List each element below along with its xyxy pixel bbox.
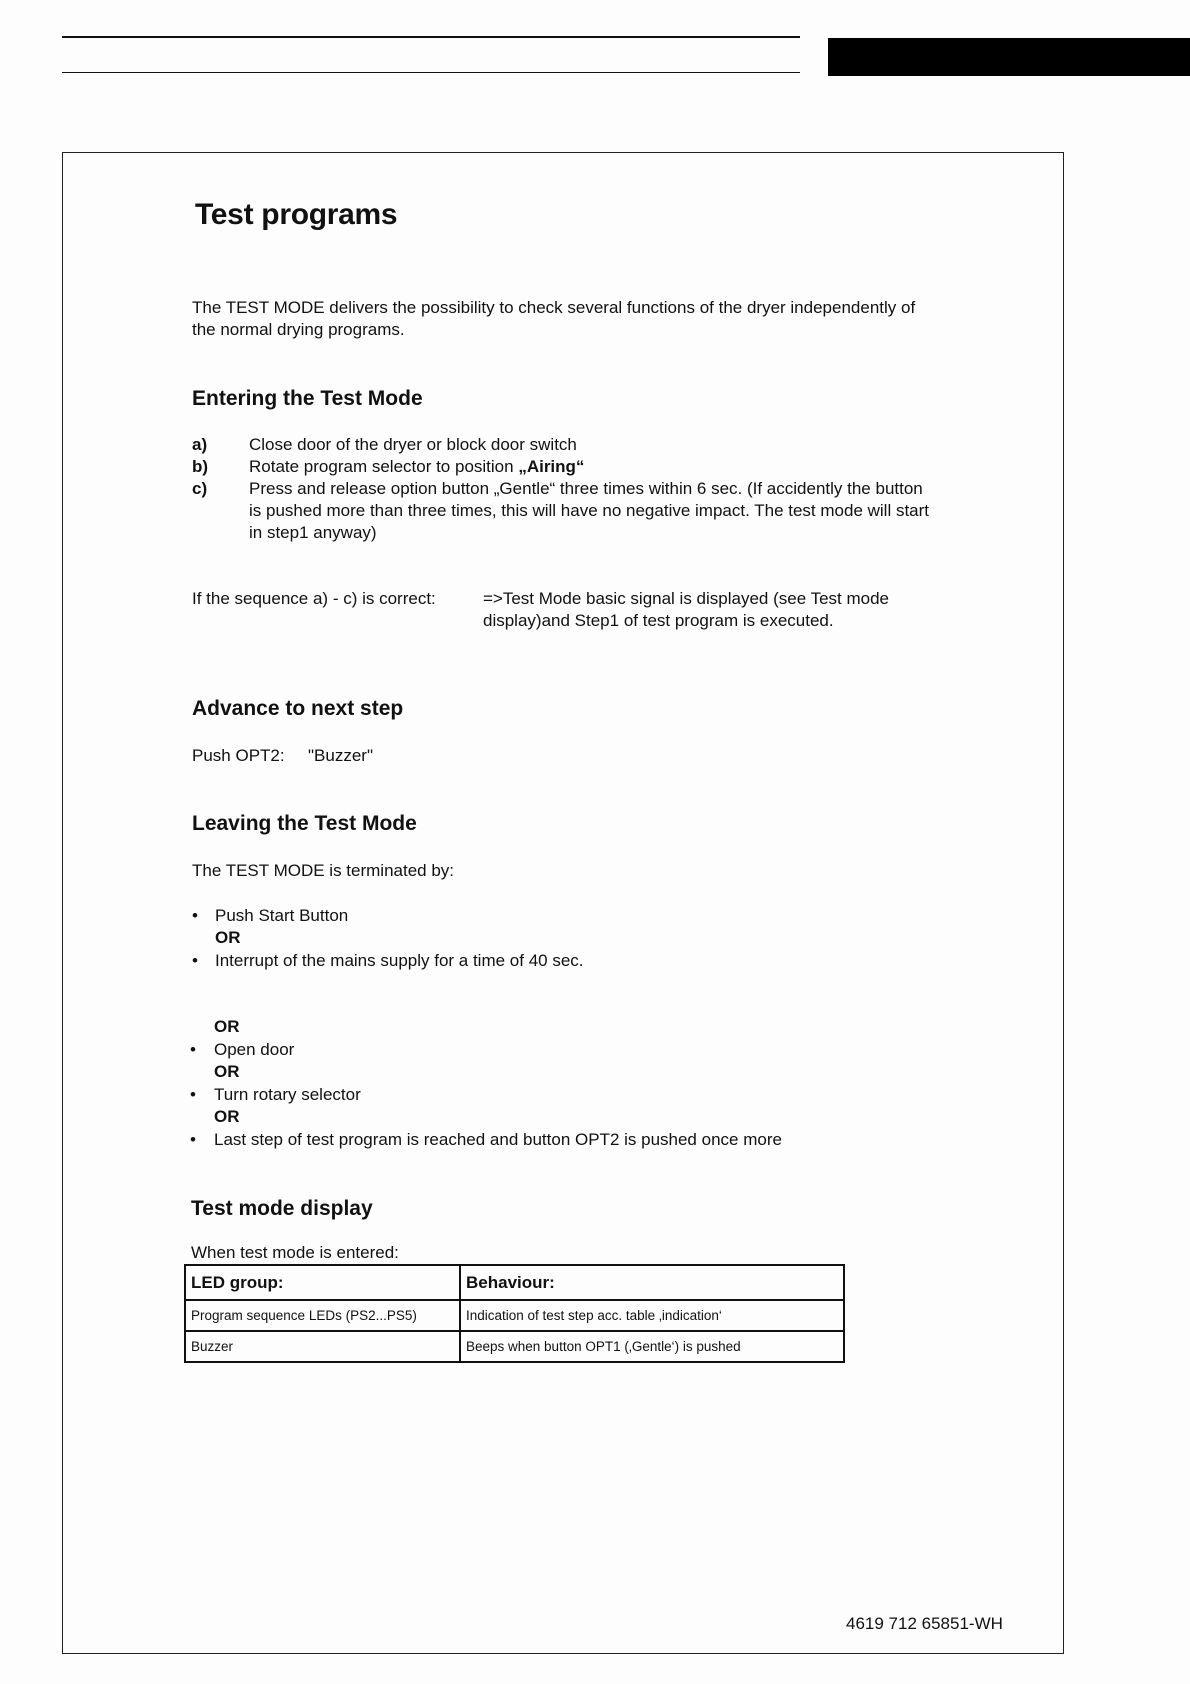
step-b-text [249,456,929,478]
step-c-letter: c) [192,479,208,498]
heading-advance-step: Advance to next step [192,697,404,720]
bullet-dot: • [190,1040,196,1059]
header-black-bar [828,38,1190,76]
bullet-dot: • [190,1085,196,1104]
bullet-dot: • [190,1130,196,1149]
table-header-row [185,1265,844,1300]
heading-test-mode-display: Test mode display [191,1197,373,1220]
table-cell-led-group: Program sequence LEDs (PS2...PS5) [185,1300,460,1331]
step-a-text: Close door of the dryer or block door switch [249,435,577,454]
advance-label: Push OPT2: [192,746,285,765]
leaving-item-text: Last step of test program is reached and button OPT2 is pushed once more [214,1130,782,1149]
content-frame [62,152,1064,1654]
table-row [185,1331,844,1362]
header-rule-bottom [62,72,800,73]
or-separator: OR [214,1107,240,1126]
sequence-result: =>Test Mode basic signal is displayed (see Test mode display)and Step1 of test program is executed. [483,589,890,630]
table-cell-behaviour: Beeps when button OPT1 (‚Gentle‘) is pushed [460,1331,844,1362]
or-separator: OR [214,1017,240,1036]
display-intro: When test mode is entered: [191,1243,399,1262]
step-c-text: Press and release option button „Gentle“ three times within 6 sec. (If accidently the button is pushed more than three times, this will have no negative impact. The test mode will start in step1 anyway) [249,479,930,542]
table-row [185,1300,844,1331]
table-header-behaviour: Behaviour: [460,1265,844,1300]
intro-paragraph: The TEST MODE delivers the possibility to check several functions of the dryer independently of the normal drying programs. [192,298,916,339]
step-b-position-airing: „Airing“ [518,457,585,476]
leaving-intro: The TEST MODE is terminated by: [192,861,455,880]
or-separator: OR [214,1062,240,1081]
heading-entering-test-mode: Entering the Test Mode [192,387,423,410]
leaving-item-text: Turn rotary selector [214,1085,361,1104]
leaving-item-text: Interrupt of the mains supply for a time of 40 sec. [215,951,584,970]
advance-value: "Buzzer" [308,746,373,765]
table-cell-led-group: Buzzer [185,1331,460,1362]
leaving-item-text: Push Start Button [215,906,349,925]
bullet-dot: • [192,906,198,925]
table-header-led-group: LED group: [185,1265,460,1300]
document-code: 4619 712 65851-WH [846,1614,1003,1633]
sequence-label: If the sequence a) - c) is correct: [192,589,436,608]
step-b-text-prefix: Rotate program selector to position [249,457,519,476]
led-behaviour-table [184,1264,845,1363]
page-title: Test programs [195,198,398,231]
step-a-letter: a) [192,435,208,454]
or-separator: OR [215,928,241,947]
header-rule-top [62,36,800,38]
table-cell-behaviour: Indication of test step acc. table ‚indication‘ [460,1300,844,1331]
leaving-item-text: Open door [214,1040,295,1059]
heading-leaving-test-mode: Leaving the Test Mode [192,812,417,835]
entering-steps-list [192,434,952,544]
bullet-dot: • [192,951,198,970]
step-b-letter: b) [192,457,209,476]
